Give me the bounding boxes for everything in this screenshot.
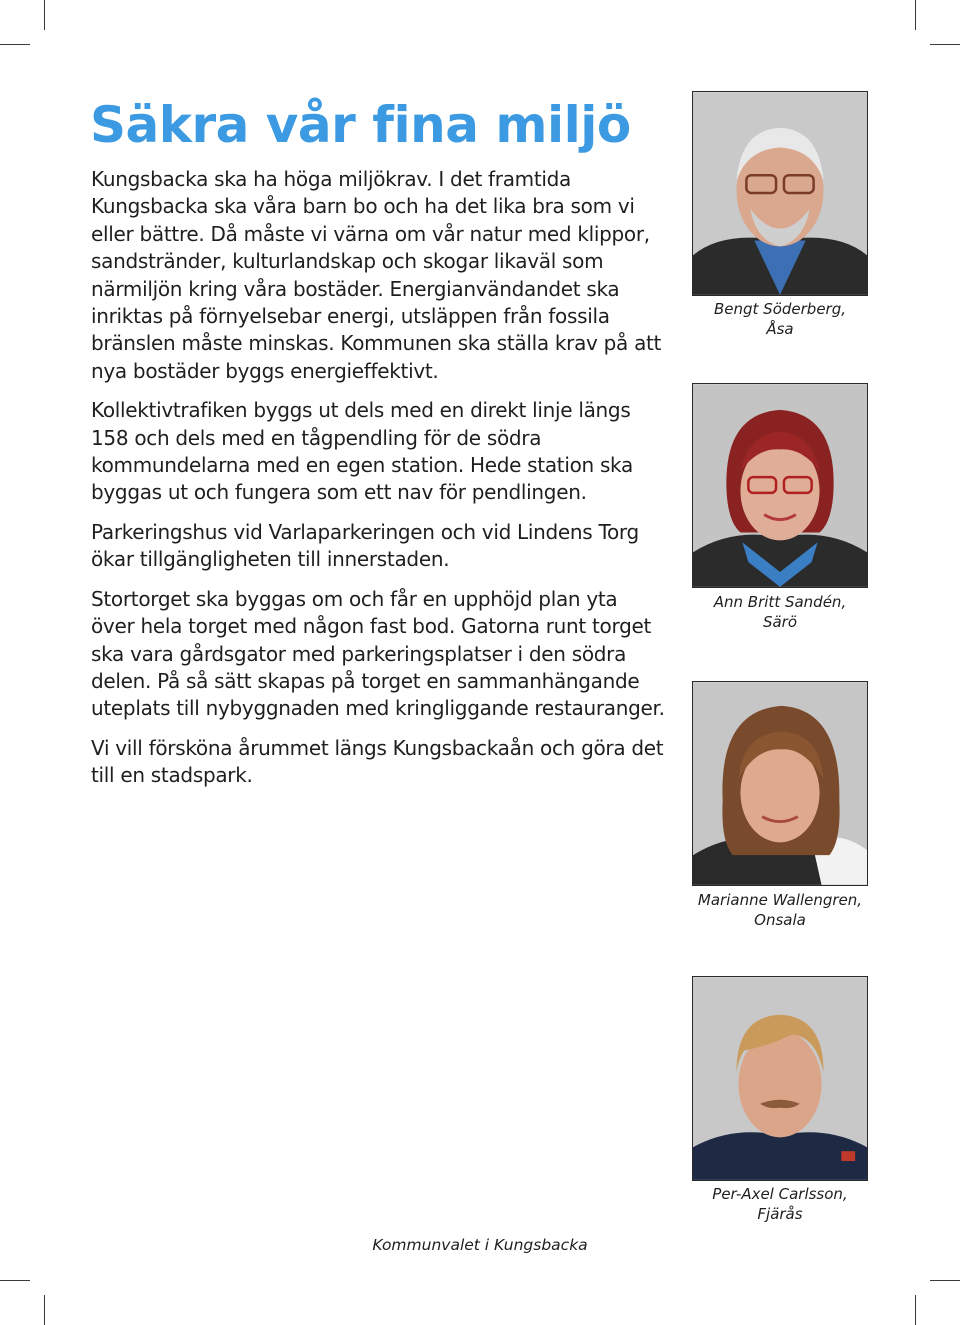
candidate-photo-ann-britt bbox=[692, 383, 868, 588]
crop-mark-bottom-left-v bbox=[44, 1295, 45, 1325]
crop-mark-top-right-h bbox=[930, 44, 960, 45]
candidate-place: Onsala bbox=[754, 911, 806, 929]
crop-mark-bottom-right-v bbox=[915, 1295, 916, 1325]
candidate-place: Åsa bbox=[766, 320, 794, 338]
candidate-place: Fjärås bbox=[757, 1205, 803, 1223]
candidate-caption-bengt bbox=[680, 299, 880, 339]
candidate-place: Särö bbox=[762, 613, 798, 631]
crop-mark-bottom-right-h bbox=[930, 1280, 960, 1281]
candidate-name: Bengt Söderberg, bbox=[713, 300, 847, 318]
candidate-name: Marianne Wallengren, bbox=[697, 891, 863, 909]
crop-mark-top-left-h bbox=[0, 44, 30, 45]
crop-mark-top-left-v bbox=[44, 0, 45, 30]
paragraph-public-transport: Kollektivtrafiken byggs ut dels med en direkt linje längs 158 och dels med en tågpendling för de södra kommundelarna med en egen station. Hede station ska byggas ut och fungera som ett nav för pendlingen. bbox=[91, 398, 633, 505]
crop-mark-bottom-left-h bbox=[0, 1280, 30, 1281]
crop-mark-top-right-v bbox=[915, 0, 916, 30]
candidate-caption-marianne bbox=[680, 890, 880, 930]
candidate-caption-per-axel bbox=[680, 1184, 880, 1224]
portrait-placeholder-3 bbox=[693, 682, 867, 885]
candidate-photo-per-axel bbox=[692, 976, 868, 1181]
page-footer: Kommunvalet i Kungsbacka bbox=[372, 1236, 588, 1254]
candidate-photo-bengt bbox=[692, 91, 868, 296]
candidate-caption-ann-britt bbox=[680, 592, 880, 632]
page-title: Säkra vår fina miljö bbox=[90, 96, 631, 154]
paragraph-stadspark: Vi vill försköna årummet längs Kungsbackaån och göra det till en stadspark. bbox=[91, 735, 664, 788]
paragraph-environment: Kungsbacka ska ha höga miljökrav. I det framtida Kungsbacka ska våra barn bo och ha det lika bra som vi eller bättre. Då måste vi värna om vår natur med klippor, sandstränder, kulturlandskap och skogar likaväl som närmiljön kring våra bostäder. Energianvändandet ska inriktas på förnyelsebar energi, utsläppen från fossila bränslen måste minskas. Kommunen ska ställa krav på att nya bostäder byggs energieffektivt. bbox=[91, 167, 662, 383]
paragraph-stortorget: Stortorget ska byggas om och får en upphöjd plan yta över hela torget med någon fast bod. Gatorna runt torget ska vara gårdsgator med parkeringsplatser i den södra delen. På så sätt skapas på torget en sammanhängande uteplats till nybyggnaden med kringliggande restauranger. bbox=[91, 586, 665, 721]
article-body bbox=[91, 166, 666, 802]
paragraph-parking: Parkeringshus vid Varlaparkeringen och vid Lindens Torg ökar tillgängligheten till innerstaden. bbox=[91, 519, 639, 572]
portrait-placeholder-2 bbox=[693, 384, 867, 587]
candidate-name: Per-Axel Carlsson, bbox=[712, 1185, 848, 1203]
portrait-placeholder-1 bbox=[693, 92, 867, 295]
candidate-name: Ann Britt Sandén, bbox=[713, 593, 847, 611]
portrait-placeholder-4 bbox=[693, 977, 867, 1180]
candidate-photo-marianne bbox=[692, 681, 868, 886]
